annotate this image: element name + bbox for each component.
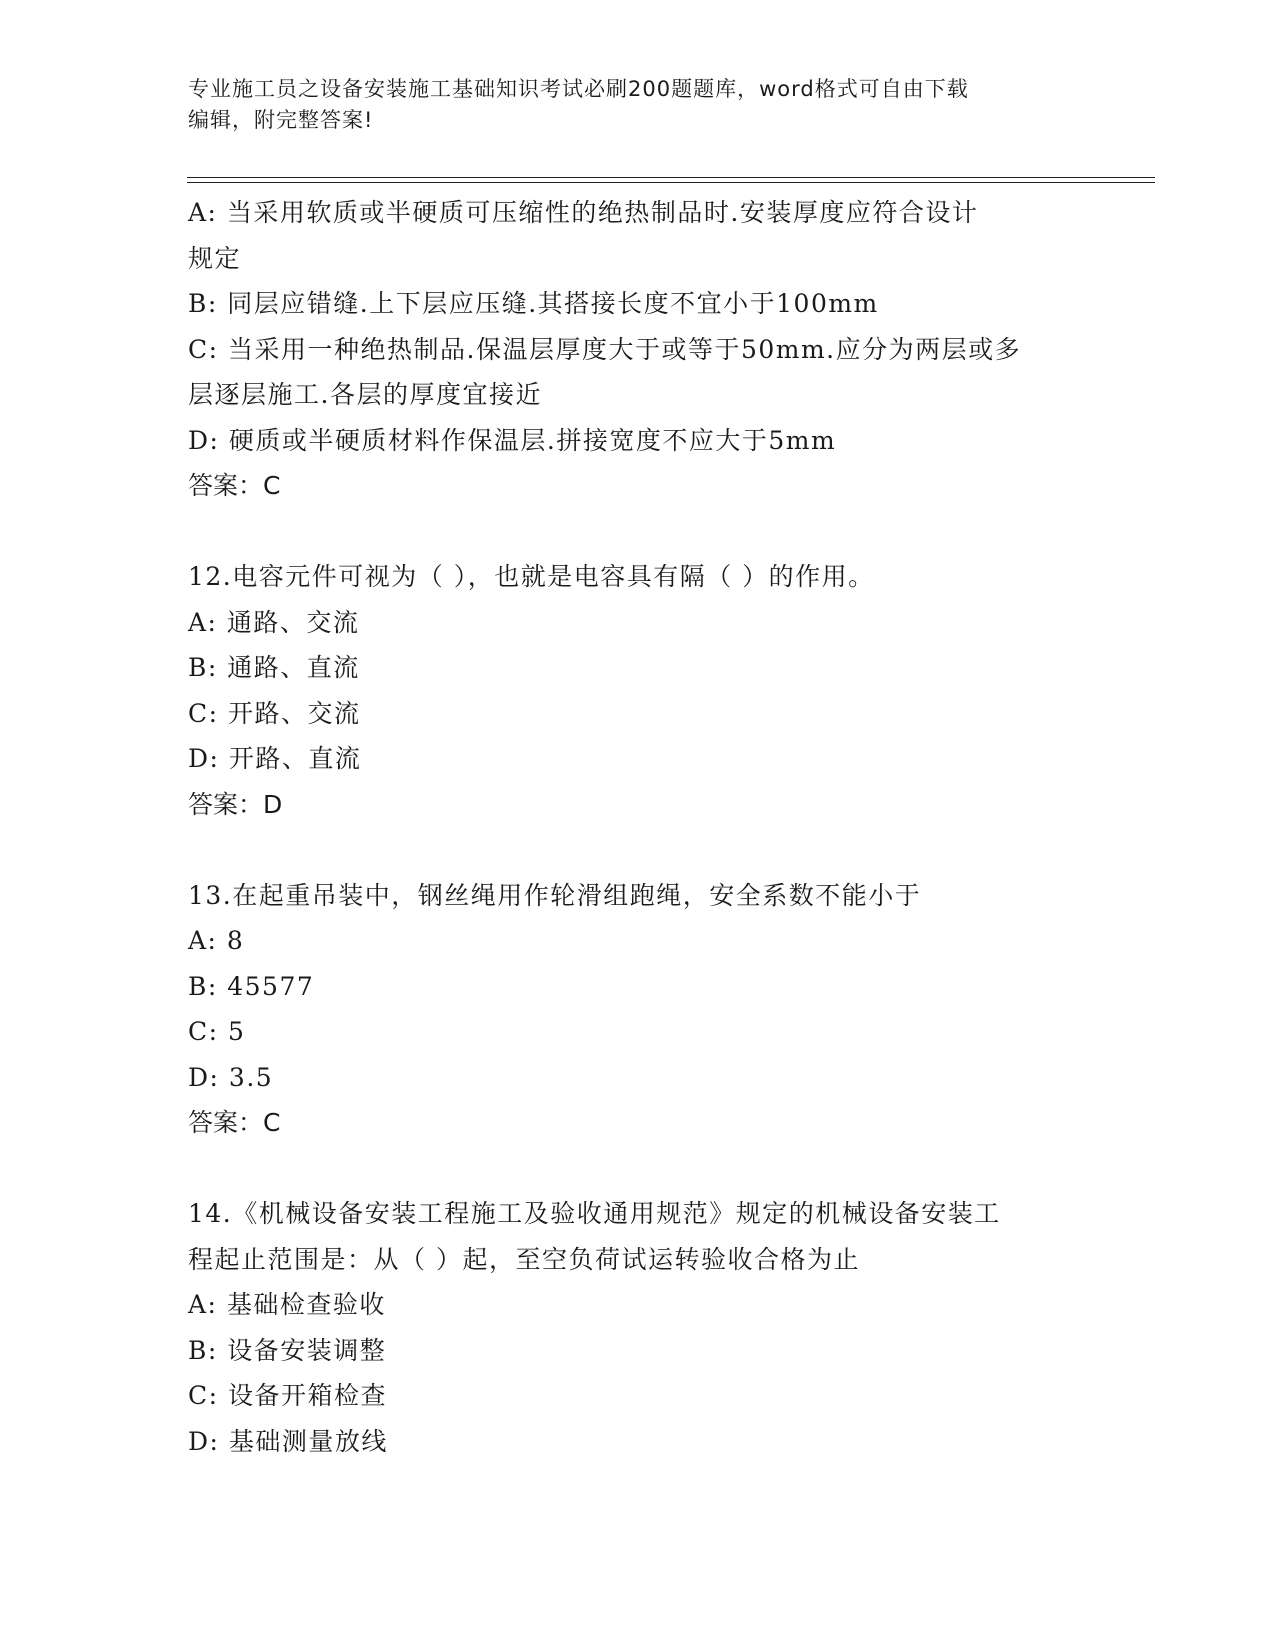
option-b: B: 同层应错缝.上下层应压缝.其搭接长度不宜小于100mm (188, 289, 879, 318)
option-c: C: 开路、交流 (188, 698, 361, 728)
option-a: A: 基础检查验收 (188, 1290, 386, 1319)
question-block-12 (188, 554, 1088, 827)
question-13-text: 13.在起重吊装中，钢丝绳用作轮滑组跑绳，安全系数不能小于 (188, 880, 922, 910)
question-12-text: 12.电容元件可视为（ ），也就是电容具有隔（ ）的作用。 (188, 562, 875, 591)
question-block-13 (188, 873, 1088, 1146)
header-divider-top (187, 177, 1155, 178)
option-a: A: 通路、交流 (188, 607, 360, 637)
spacer (188, 1146, 1088, 1192)
header-title-line-1: 专业施工员之设备安装施工基础知识考试必刷200题题库，word格式可自由下载 (188, 77, 969, 101)
option-d: D: 3.5 (188, 1062, 274, 1092)
spacer (188, 827, 1088, 873)
question-14-text-line-2: 程起止范围是：从（ ）起，至空负荷试运转验收合格为止 (188, 1244, 860, 1274)
question-list (188, 190, 1088, 1464)
option-c-line-1: C: 当采用一种绝热制品.保温层厚度大于或等于50mm.应分为两层或多 (188, 334, 1022, 364)
spacer (188, 509, 1088, 555)
question-14-text-line-1: 14.《机械设备安装工程施工及验收通用规范》规定的机械设备安装工 (188, 1199, 1001, 1228)
answer-12: 答案：D (188, 789, 283, 819)
question-block-14 (188, 1191, 1088, 1464)
option-d: D: 开路、直流 (188, 744, 362, 773)
answer-11: 答案：C (188, 471, 281, 500)
option-a: A: 8 (188, 926, 245, 955)
header-title-line-2: 编辑，附完整答案! (188, 108, 374, 132)
header-divider-bottom (187, 182, 1155, 183)
option-b: B: 45577 (188, 971, 315, 1001)
option-b: B: 设备安装调整 (188, 1335, 387, 1365)
option-c: C: 设备开箱检查 (188, 1381, 387, 1410)
question-block-11 (188, 190, 1088, 509)
option-a-line-1: A: 当采用软质或半硬质可压缩性的绝热制品时.安装厚度应符合设计 (188, 198, 979, 227)
option-d: D: 基础测量放线 (188, 1426, 388, 1456)
answer-13: 答案：C (188, 1108, 281, 1137)
option-b: B: 通路、直流 (188, 653, 360, 682)
document-header (188, 74, 1088, 136)
option-a-line-2: 规定 (188, 243, 242, 273)
option-d: D: 硬质或半硬质材料作保温层.拼接宽度不应大于5mm (188, 425, 837, 455)
option-c: C: 5 (188, 1017, 246, 1046)
option-c-line-2: 层逐层施工.各层的厚度宜接近 (188, 380, 542, 409)
